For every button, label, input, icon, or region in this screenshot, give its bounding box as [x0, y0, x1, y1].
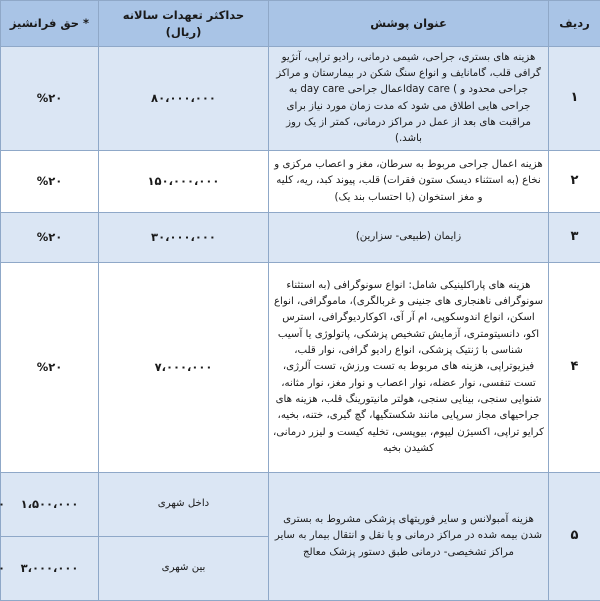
row-max-commitment: ۳۰،۰۰۰،۰۰۰	[99, 213, 269, 263]
table-row	[1, 151, 600, 213]
row-franchise: %۲۰	[1, 213, 99, 263]
row-index: ۵	[549, 473, 600, 601]
row-max-commitment: ۱،۵۰۰،۰۰۰	[1, 473, 99, 537]
row-coverage: زایمان (طبیعی- سزارین)	[269, 213, 549, 263]
row-franchise: %۲۰	[1, 263, 99, 473]
row-index: ۱	[549, 47, 600, 151]
row-coverage: هزینه اعمال جراحی مربوط به سرطان، مغز و اعصاب مرکزی و نخاع (به استثناء دیسک ستون فقرات) قلب، پیوند کبد، ریه، کلیه و مغز استخوان (با احتساب بند یک)	[269, 151, 549, 213]
header-max-commitment: حداکثر تعهدات سالانه (ریال)	[99, 1, 269, 47]
row-sub-label: داخل شهری	[99, 473, 269, 537]
row-max-commitment: ۱۵۰،۰۰۰،۰۰۰	[99, 151, 269, 213]
header-row	[1, 1, 600, 47]
table-row	[1, 473, 600, 537]
header-coverage: عنوان پوشش	[269, 1, 549, 47]
row-max-commitment: ۷،۰۰۰،۰۰۰	[99, 263, 269, 473]
header-index: ردیف	[549, 1, 600, 47]
row-index: ۲	[549, 151, 600, 213]
table-row	[1, 263, 600, 473]
row-coverage: هزینه های بستری، جراحی، شیمی درمانی، رادیو تراپی، آنژیو گرافی قلب، گامانایف و انواع سنگ شکن در بیمارستان و مراکز جراحی محدود و ) day careاعمال جراحی day care به جراحی هایی اطلاق می شود که مدت زمان مورد نیاز برای مراقبت های بعد از عمل در مراکز درمانی، کمتر از یک روز باشد.)	[269, 47, 549, 151]
row-index: ۳	[549, 213, 600, 263]
table-row	[1, 47, 600, 151]
header-franchise: * حق فرانشیز	[1, 1, 99, 47]
row-franchise: %۲۰	[1, 151, 99, 213]
row-coverage: هزینه های پاراکلینیکی شامل: انواع سونوگرافی (به استثناء سونوگرافی ناهنجاری های جنینی و غربالگری)، ماموگرافی، انواع اسکن، انواع اندوسکوپی، ام آر آی، اکوکاردیوگرافی، استرس اکو، دانسیتومتری، آزمایش تشخیص پزشکی، پاتولوژی یا آسیب شناسی با ژنتیک پزشکی، انواع رادیو گرافی، نوار قلب، فیزیوتراپی، هزینه های مربوط به تست ورزش، تست آلرژی، تست تنفسی، نوار عضله، نوار اعصاب و نوار مغز، نوار مثانه، شنوایی سنجی، بینایی سنجی، هولتر مانیتورینگ قلب، هزینه های جراحیهای مجاز سرپایی مانند شکستگیها، گچ گیری، ختنه، بخیه، کرایو تراپی، اکسیژن لیپوم، بیوپسی، تخلیه کیست و لیزر درمانی، کشیدن بخیه	[269, 263, 549, 473]
row-max-commitment: ۸۰،۰۰۰،۰۰۰	[99, 47, 269, 151]
row-max-commitment: ۳،۰۰۰،۰۰۰	[1, 537, 99, 601]
row-franchise: %۲۰	[1, 47, 99, 151]
table-row	[1, 213, 600, 263]
row-index: ۴	[549, 263, 600, 473]
row-sub-label: بین شهری	[99, 537, 269, 601]
row-coverage: هزینه آمبولانس و سایر فوریتهای پزشکی مشروط به بستری شدن بیمه شده در مراکز درمانی و یا نقل و انتقال بیمار به سایر مراکز تشخیصی- درمانی طبق دستور پزشک معالج	[269, 473, 549, 601]
